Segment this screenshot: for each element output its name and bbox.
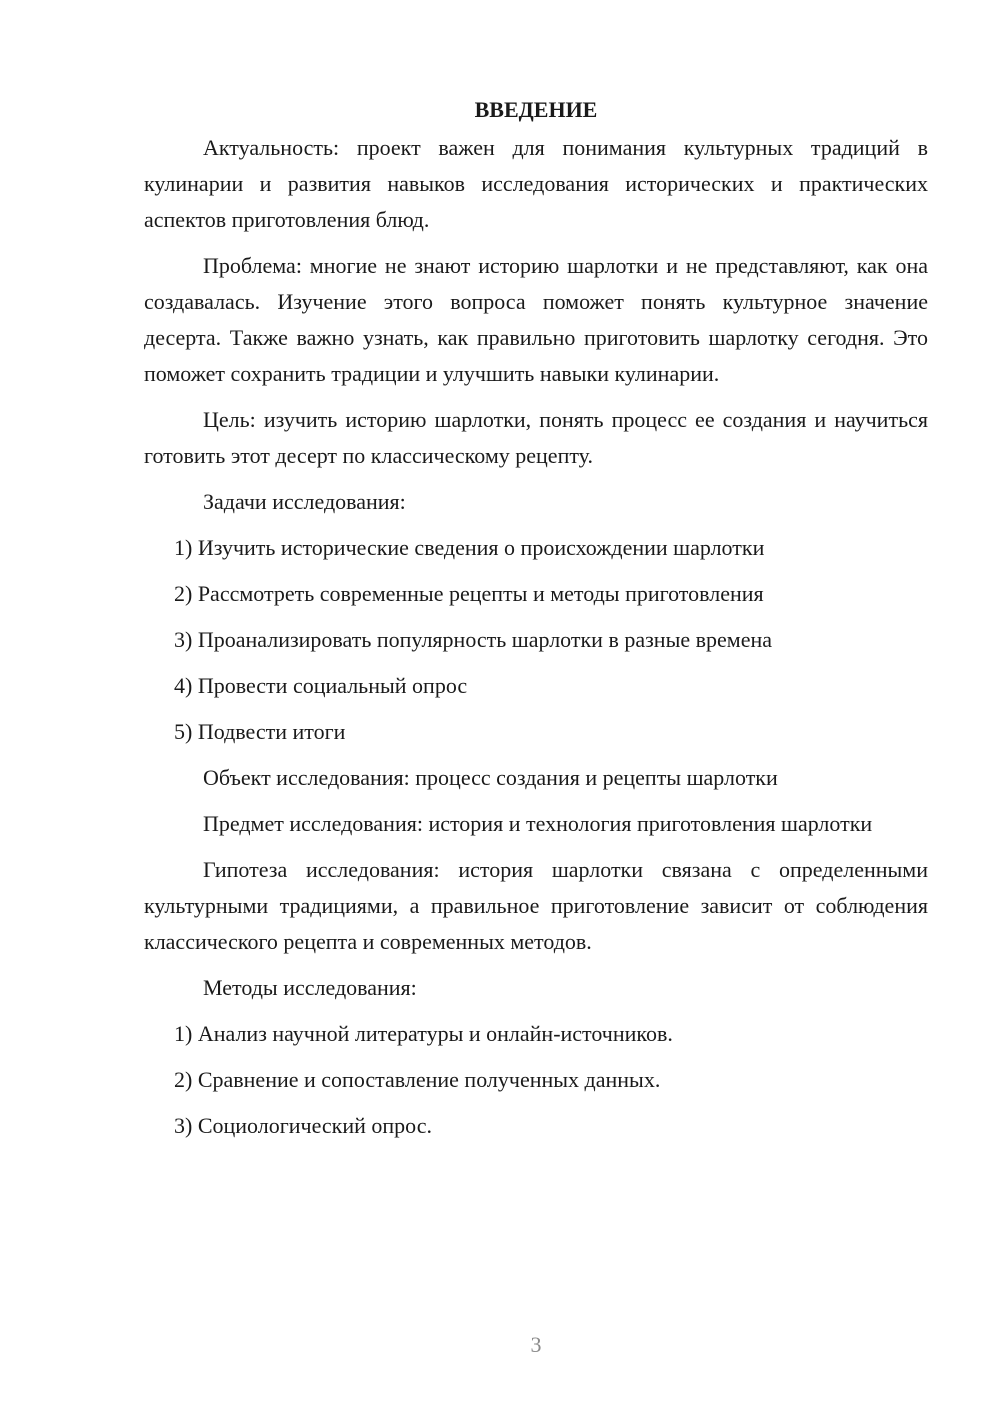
task-item: 2) Рассмотреть современные рецепты и методы приготовления <box>174 581 764 606</box>
method-item: 3) Социологический опрос. <box>174 1113 432 1138</box>
task-item: 3) Проанализировать популярность шарлотки в разные времена <box>174 627 772 652</box>
task-item: 5) Подвести итоги <box>174 719 346 744</box>
task-item: 4) Провести социальный опрос <box>174 673 468 698</box>
methods-heading: Методы исследования: <box>203 975 417 1000</box>
subject-paragraph: Предмет исследования: история и технология приготовления шарлотки <box>203 811 873 836</box>
goal-paragraph: Цель: изучить историю шарлотки, понять процесс ее создания и научиться готовить этот десерт по классическому рецепту. <box>144 407 928 468</box>
method-item: 2) Сравнение и сопоставление полученных данных. <box>174 1067 661 1092</box>
tasks-heading: Задачи исследования: <box>203 489 406 514</box>
problem-paragraph: Проблема: многие не знают историю шарлотки и не представляют, как она создавалась. Изучение этого вопроса поможет понять культурное значение десерта. Также важно узнать, как правильно приготовить шарлотку сегодня. Это поможет сохранить традиции и улучшить навыки кулинарии. <box>144 253 928 386</box>
section-title: ВВЕДЕНИЕ <box>474 97 598 122</box>
methods-list <box>144 1016 928 1144</box>
page-number: 3 <box>530 1332 542 1357</box>
tasks-list <box>144 530 928 750</box>
task-item: 1) Изучить исторические сведения о происхождении шарлотки <box>174 535 765 560</box>
object-paragraph: Объект исследования: процесс создания и рецепты шарлотки <box>203 765 778 790</box>
hypothesis-paragraph: Гипотеза исследования: история шарлотки связана с определенными культурными традициями, а правильное приготовление зависит от соблюдения классического рецепта и современных методов. <box>144 857 928 954</box>
page-content <box>144 92 928 1154</box>
method-item: 1) Анализ научной литературы и онлайн-источников. <box>174 1021 673 1046</box>
relevance-paragraph: Актуальность: проект важен для понимания культурных традиций в кулинарии и развития навыков исследования исторических и практических аспектов приготовления блюд. <box>144 135 928 232</box>
